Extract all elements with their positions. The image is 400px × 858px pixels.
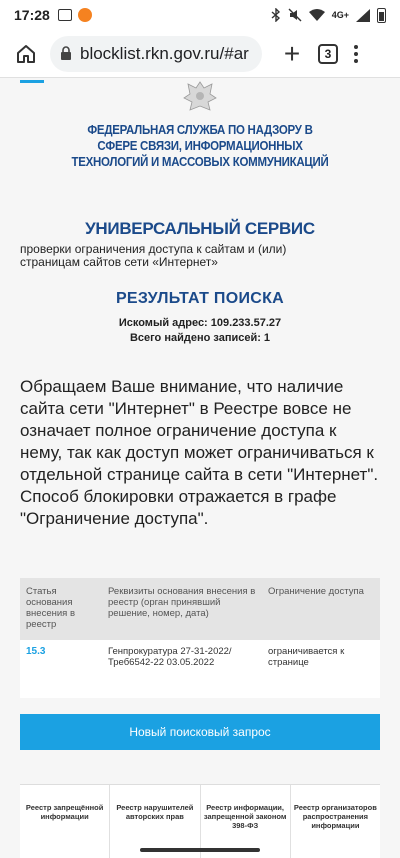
page-content	[0, 78, 400, 858]
records-count: Всего найдено записей: 1	[129, 332, 271, 344]
system-icons	[271, 8, 386, 23]
browser-menu-button[interactable]	[354, 45, 358, 63]
notification-icons	[58, 8, 92, 22]
column-header-details: Реквизиты основания внесения в реестр (орган принявший решение, номер, дата)	[102, 578, 262, 640]
network-type: 4G+	[331, 10, 349, 20]
app-notification-icon	[78, 8, 92, 22]
new-tab-button[interactable]: +	[283, 37, 301, 69]
home-icon	[15, 43, 37, 65]
address-bar[interactable]	[50, 36, 262, 72]
details-cell: Генпрокуратура 27-31-2022/Треб6542-22 03.05.2022	[102, 640, 262, 698]
status-time: 17:28	[14, 7, 50, 23]
article-link[interactable]: 15.3	[20, 640, 102, 698]
home-button[interactable]	[10, 38, 42, 70]
bluetooth-icon	[271, 8, 281, 22]
service-title: УНИВЕРСАЛЬНЫЙ СЕРВИС	[85, 219, 315, 238]
new-search-button[interactable]: Новый поисковый запрос	[20, 714, 380, 750]
searched-address: Искомый адрес: 109.233.57.27	[118, 317, 282, 329]
hamburger-menu-icon[interactable]	[20, 80, 44, 87]
footer-link-prohibited-info[interactable]: Реестр запрещённой информации	[20, 785, 110, 858]
footer-link-copyright-violators[interactable]: Реестр нарушителей авторских прав	[110, 785, 200, 858]
service-subtitle: проверки ограничения доступа к сайтам и (или) страницам сайтов сети «Интернет»	[20, 242, 287, 269]
column-header-article: Статья основания внесения в реестр	[20, 578, 102, 640]
gesture-navigation-bar[interactable]	[140, 848, 260, 852]
notice-text: Обращаем Ваше внимание, что наличие сайта сети "Интернет" в Реестре вовсе не означает полное ограничение доступа к нему, так как доступ может ограничиваться к отдельной странице сайта в сети "Интернет". Способ блокировки отражается в графе "Ограничение доступа".	[20, 377, 379, 528]
battery-icon	[377, 8, 386, 23]
lock-icon	[60, 46, 72, 61]
signal-icon	[356, 9, 370, 22]
image-notification-icon	[58, 9, 72, 21]
browser-toolbar	[0, 30, 400, 78]
results-table	[20, 578, 380, 698]
table-header-row	[20, 578, 380, 640]
tab-switcher-button[interactable]: 3	[318, 44, 338, 64]
footer-registry-links	[20, 784, 380, 858]
result-title: РЕЗУЛЬТАТ ПОИСКА	[115, 290, 285, 307]
footer-link-398fz[interactable]: Реестр информации, запрещенной законом 398-ФЗ	[201, 785, 291, 858]
table-row	[20, 640, 380, 698]
wifi-icon	[309, 9, 325, 22]
mute-icon	[288, 8, 302, 22]
emblem-icon	[180, 78, 220, 112]
footer-link-organizers[interactable]: Реестр организаторов распространения информации	[293, 803, 377, 830]
column-header-restriction: Ограничение доступа	[262, 578, 380, 640]
status-bar	[0, 0, 400, 30]
agency-name: ФЕДЕРАЛЬНАЯ СЛУЖБА ПО НАДЗОРУ В СФЕРЕ СВЯЗИ, ИНФОРМАЦИОННЫХ ТЕХНОЛОГИЙ И МАССОВЫХ КОММУНИКАЦИЙ	[71, 123, 329, 169]
url-text: blocklist.rkn.gov.ru/#ar	[80, 43, 249, 63]
restriction-cell: ограничивается к странице	[262, 640, 380, 698]
